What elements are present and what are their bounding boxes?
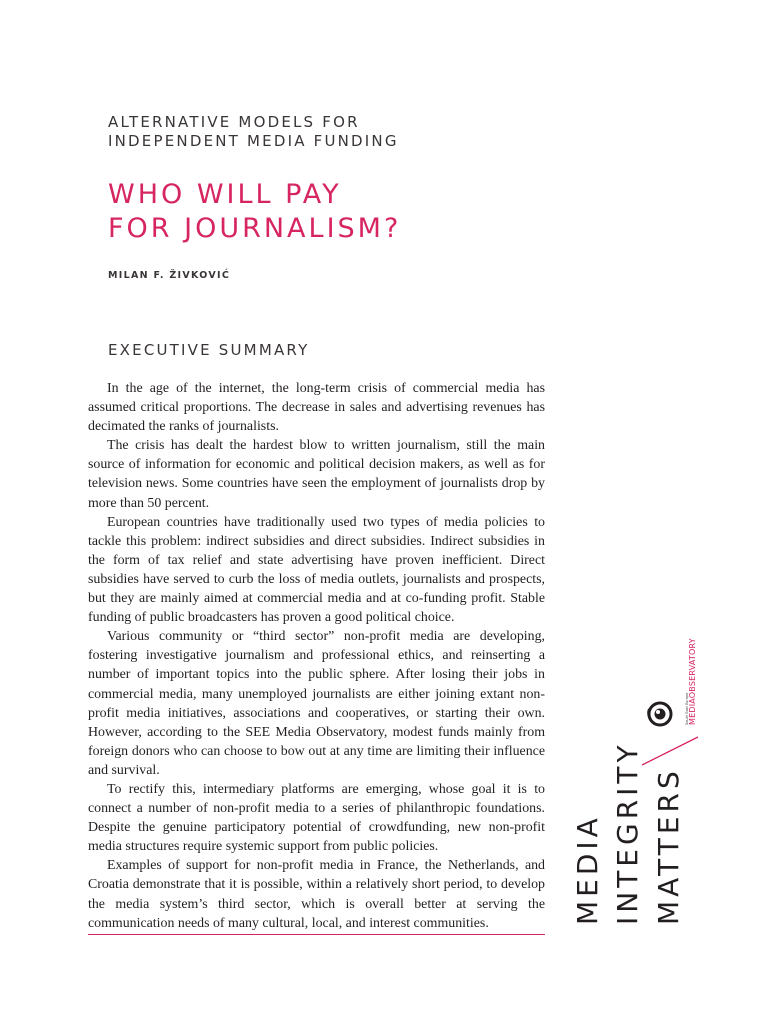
eye-spiral-icon [646, 700, 674, 728]
page-title [108, 178, 401, 246]
kicker-line-2: INDEPENDENT MEDIA FUNDING [108, 132, 399, 150]
author-name: MILAN F. ŽIVKOVIĆ [108, 270, 231, 281]
vertical-title-line-2: INTEGRITY [611, 741, 644, 925]
logo-main-label: MEDIAOBSERVATORY [688, 638, 697, 725]
section-heading: EXECUTIVE SUMMARY [108, 341, 310, 359]
vertical-title-line-1: MEDIA [571, 814, 604, 925]
paragraph-5: To rectify this, intermediary platforms are emerging, whose goal it is to connect a number of non-profit media to a series of philanthropic foundations. Despite the genuine participatory potential of crowdfunding, new non-profit media structures require systemic support from public policies. [88, 781, 545, 855]
accent-divider [88, 934, 545, 935]
paragraph-1: In the age of the internet, the long-term crisis of commercial media has assumed critical proportions. The decrease in sales and advertising revenues has decimated the ranks of journalists. [88, 381, 545, 435]
paragraph-3: European countries have traditionally used two types of media policies to tackle this problem: indirect subsidies and direct subsidies. Indirect subsidies in the form of tax relief and state advertising have proven inefficient. Direct subsidies have served to curb the loss of media outlets, journalists and prospects, but they are mainly aimed at commercial media and at co-funding profit. Stable funding of public broadcasters has proven a good political choice. [88, 514, 545, 626]
title-line-2: FOR JOURNALISM? [108, 213, 402, 244]
logo-wordmark [670, 605, 700, 725]
executive-summary-body [88, 379, 545, 933]
vertical-title-line-3: MATTERS [652, 767, 685, 925]
media-observatory-logo [640, 605, 700, 785]
paragraph-2: The crisis has dealt the hardest blow to written journalism, still the main source of information for economic and political decision makers, as well as for television news. Some countries have seen the employment of journalists drop by more than 50 percent. [88, 438, 545, 511]
series-kicker [108, 113, 399, 151]
paragraph-4: Various community or “third sector” non-profit media are developing, fostering investigative journalism and professional ethics, and reinserting a number of important topics into the public sphere. After losing their jobs in commercial media, many unemployed journalists are either joining extant non-profit media initiatives, associations and cooperatives, or starting their own. However, according to the SEE Media Observatory, modest funds mainly from foreign donors who can choose to bow out at any time are limiting their influence and survival. [88, 629, 545, 778]
logo-slash-mark [640, 735, 700, 767]
paragraph-6: Examples of support for non-profit media in France, the Netherlands, and Croatia demonstrate that it is possible, within a relatively short period, to develop the media system’s third sector, which is overall better at serving the communication needs of many cultural, local, and interest communities. [88, 858, 545, 931]
kicker-line-1: ALTERNATIVE MODELS FOR [108, 113, 360, 131]
title-line-1: WHO WILL PAY [108, 179, 342, 210]
logo-region-label: South East Europe [685, 692, 689, 725]
